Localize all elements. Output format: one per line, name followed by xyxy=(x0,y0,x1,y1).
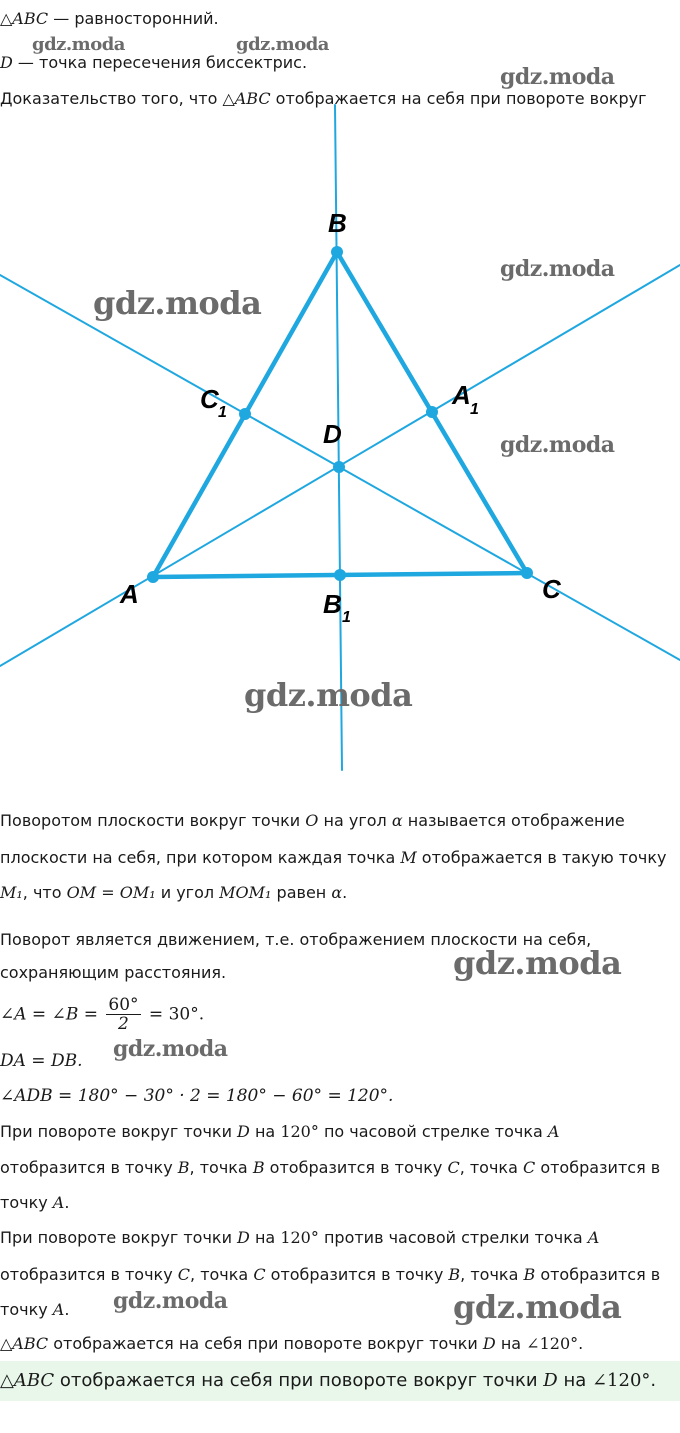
equation-angle-adb: ∠ADB = 180° − 30° · 2 = 180° − 60° = 120°. xyxy=(0,1086,394,1106)
watermark: gdz.moda xyxy=(500,256,615,282)
definition-line-2: плоскости на себя, при котором каждая точка M отображается в такую точку xyxy=(0,848,667,867)
motion-line-1: Поворот является движением, т.е. отображением плоскости на себя, xyxy=(0,930,592,949)
label-a1-sub: 1 xyxy=(470,401,479,418)
statement-proof-intro: Доказательство того, что △ABC отображается на себя при повороте вокруг xyxy=(0,89,647,108)
statement-point-d: D — точка пересечения биссектрис. xyxy=(0,53,308,72)
watermark: gdz.moda xyxy=(500,432,615,458)
label-c1-sub: 1 xyxy=(218,404,227,421)
label-b1: B xyxy=(323,589,342,619)
watermark: gdz.moda xyxy=(244,676,413,714)
watermark: gdz.moda xyxy=(93,284,262,322)
label-c: C xyxy=(542,574,561,604)
counterclockwise-line-2: отобразится в точку C, точка C отобразится в точку B, точка B отобразится в xyxy=(0,1265,661,1284)
label-d: D xyxy=(323,419,342,449)
definition-line-3: M₁, что OM = OM₁ и угол MOM₁ равен α. xyxy=(0,883,348,902)
point-a1 xyxy=(426,406,438,418)
counterclockwise-line-3: точку A. xyxy=(0,1300,70,1319)
watermark: gdz.moda xyxy=(500,64,615,90)
equation-da-db: DA = DB. xyxy=(0,1051,83,1071)
answer-box: △ABC отображается на себя при повороте вокруг точки D на ∠120°. xyxy=(0,1361,680,1401)
clockwise-line-1: При повороте вокруг точки D на 120° по часовой стрелке точка A xyxy=(0,1122,560,1141)
statement-equilateral: △ABC — равносторонний. xyxy=(0,9,219,28)
watermark: gdz.moda xyxy=(113,1288,228,1314)
counterclockwise-line-1: При повороте вокруг точки D на 120° против часовой стрелки точка A xyxy=(0,1228,600,1247)
fraction: $\frac{60^\circ}{2}$ xyxy=(108,995,139,1034)
point-c xyxy=(521,567,533,579)
definition-line-1: Поворотом плоскости вокруг точки O на угол α называется отображение xyxy=(0,811,625,830)
point-d xyxy=(333,461,345,473)
label-b: B xyxy=(328,208,347,238)
label-b1-sub: 1 xyxy=(342,609,351,626)
clockwise-line-2: отобразится в точку B, точка B отобразится в точку C, точка C отобразится в xyxy=(0,1158,661,1177)
motion-line-2: сохраняющим расстояния. xyxy=(0,963,227,982)
point-b1 xyxy=(334,569,346,581)
watermark: gdz.moda xyxy=(236,34,329,55)
watermark: gdz.moda xyxy=(453,944,622,982)
watermark: gdz.moda xyxy=(32,34,125,55)
watermark: gdz.moda xyxy=(453,1288,622,1326)
point-a xyxy=(147,571,159,583)
label-c1: C xyxy=(200,384,219,414)
label-a: A xyxy=(120,579,139,609)
point-b xyxy=(331,246,343,258)
watermark: gdz.moda xyxy=(113,1036,228,1062)
clockwise-line-3: точку A. xyxy=(0,1193,70,1212)
label-a1: A xyxy=(452,380,471,410)
conclusion: △ABC отображается на себя при повороте вокруг точки D на ∠120°. xyxy=(0,1334,584,1353)
equation-angles: ∠A = ∠B = $\frac{60^\circ}{2}$ = 30°. xyxy=(0,995,205,1034)
point-c1 xyxy=(239,408,251,420)
